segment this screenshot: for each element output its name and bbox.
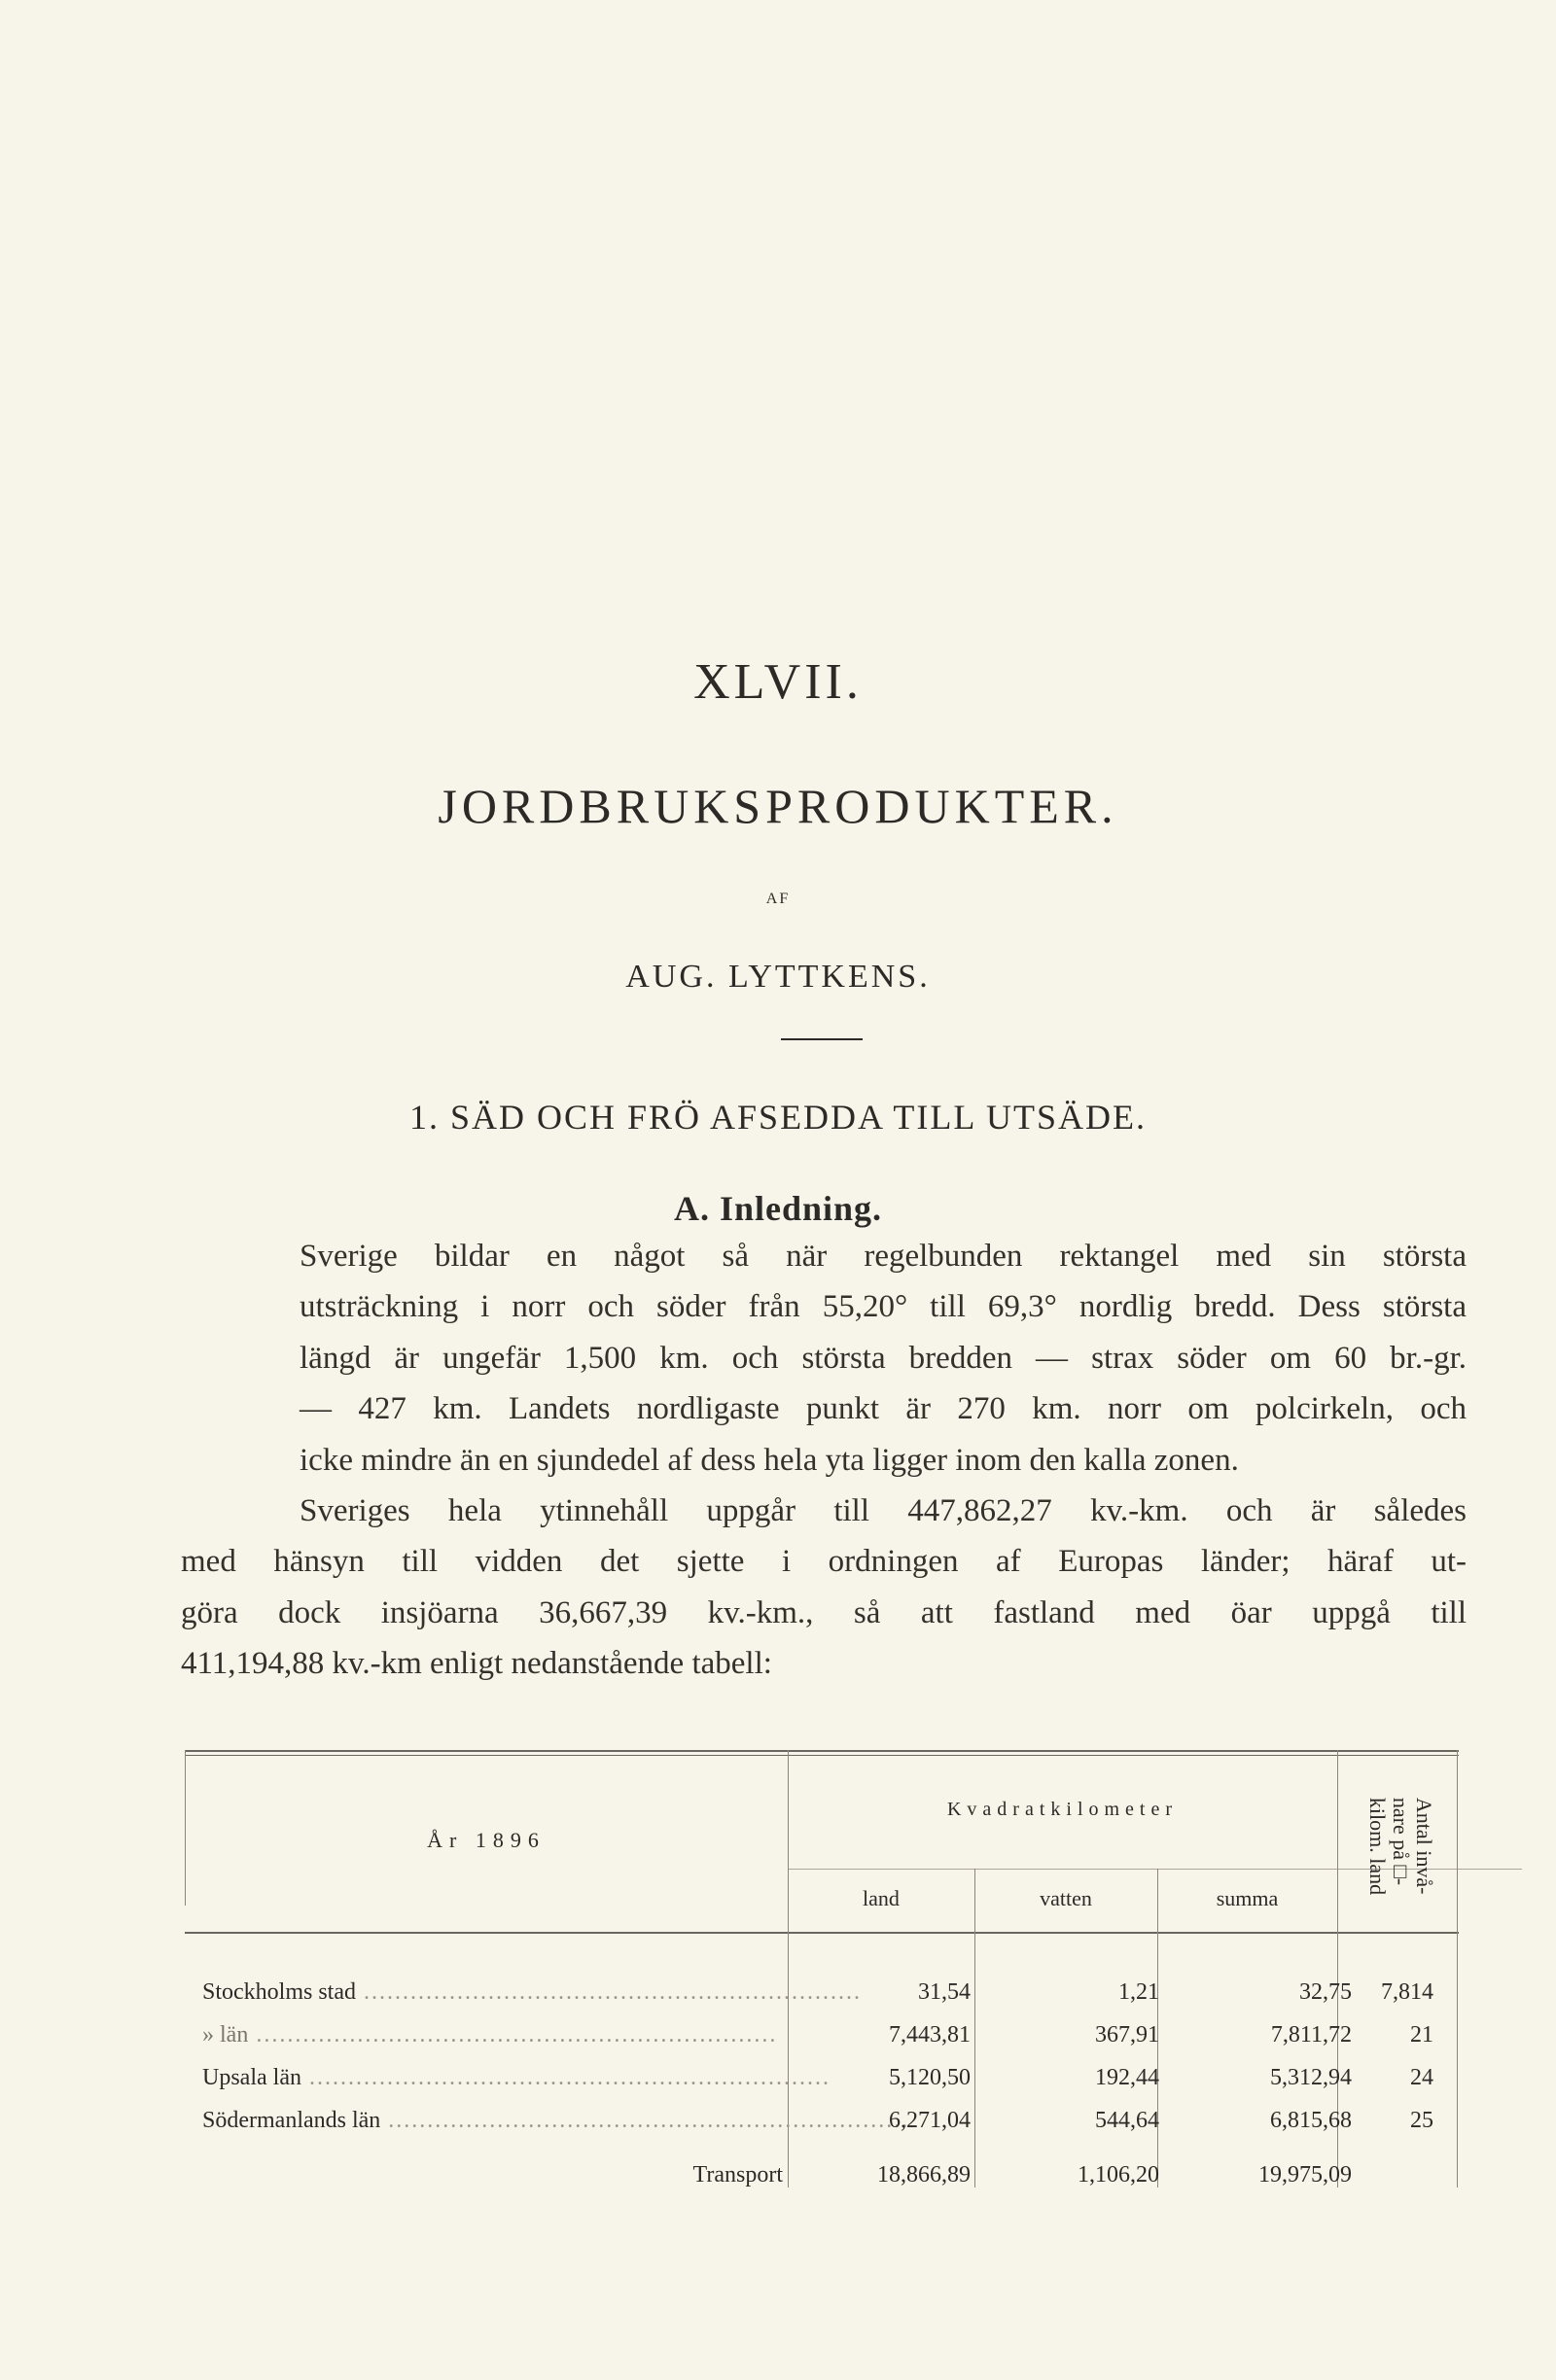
table-row <box>185 2065 1459 2108</box>
cell-summa: 7,811,72 <box>1270 2022 1352 2048</box>
leader-dots: ................................................................ <box>356 1979 863 2005</box>
row-label-text: Upsala län <box>202 2065 301 2090</box>
paragraph-line: — 427 km. Landets nordligaste punkt är 270 km. norr om polcirkeln, och <box>300 1391 1467 1427</box>
cell-summa: 5,312,94 <box>1270 2065 1352 2090</box>
cell-land: 5,120,50 <box>889 2065 971 2090</box>
cell-land: 6,271,04 <box>889 2108 971 2133</box>
transport-summa: 19,975,09 <box>1258 2162 1352 2188</box>
paragraph-line: 411,194,88 kv.-km enligt nedanstående tabell: <box>181 1646 772 1682</box>
leader-dots: ................................................................... <box>380 2108 910 2133</box>
vatten-header: vatten <box>1040 1886 1092 1910</box>
antal-header-line: kilom. land <box>1365 1797 1390 1896</box>
summa-header: summa <box>1216 1886 1279 1910</box>
transport-land: 18,866,89 <box>877 2162 971 2188</box>
row-label-text: Stockholms stad <box>202 1979 357 2005</box>
kvadratkilometer-header: Kvadratkilometer <box>946 1799 1179 1820</box>
table-top-rule <box>185 1750 1459 1752</box>
paragraph-line: utsträckning i norr och söder från 55,20° till 69,3° nordlig bredd. Dess största <box>300 1289 1467 1325</box>
section-heading: 1. SÄD OCH FRÖ AFSEDDA TILL UTSÄDE. <box>408 1098 1148 1137</box>
cell-antal: 21 <box>1410 2022 1433 2048</box>
chapter-title: JORDBRUKSPRODUKTER. <box>438 779 1118 833</box>
paragraph-line: icke mindre än en sjundedel af dess hela yta ligger inom den kalla zonen. <box>300 1442 1239 1478</box>
antal-header <box>1352 1764 1449 1929</box>
transport-label: Transport <box>692 2162 783 2188</box>
cell-vatten: 192,44 <box>1095 2065 1159 2090</box>
antal-header-text <box>1365 1798 1435 1895</box>
cell-vatten: 544,64 <box>1095 2108 1159 2133</box>
table-row <box>185 2108 1459 2151</box>
cell-land: 7,443,81 <box>889 2022 971 2048</box>
by-label: AF <box>765 891 791 907</box>
paragraph-line: Sverige bildar en något så när regelbunden rektangel med sin största <box>300 1239 1467 1274</box>
paragraph-line: med hänsyn till vidden det sjette i ordningen af Europas länder; häraf ut- <box>181 1544 1467 1580</box>
table-row <box>185 2022 1459 2065</box>
transport-vatten: 1,106,20 <box>1078 2162 1159 2188</box>
antal-header-line: nare på □- <box>1389 1797 1413 1886</box>
cell-vatten: 367,91 <box>1095 2022 1159 2048</box>
cell-antal: 24 <box>1410 2065 1433 2090</box>
paragraph-line: Sveriges hela ytinnehåll uppgår till 447,862,27 kv.-km. och är således <box>300 1493 1467 1528</box>
land-header: land <box>863 1886 900 1910</box>
leader-dots: ................................................................... <box>248 2022 778 2048</box>
paragraph-area <box>181 1486 1467 1690</box>
leader-dots: ................................................................... <box>301 2065 831 2090</box>
table-row <box>185 1979 1459 2022</box>
cell-antal: 25 <box>1410 2108 1433 2133</box>
row-label <box>202 2065 831 2091</box>
separator-rule <box>781 1038 863 1040</box>
paragraph-line: längd är ungefär 1,500 km. och största bredden — strax söder om 60 br.-gr. <box>300 1340 1467 1376</box>
table-header-rule <box>185 1932 1459 1934</box>
cell-summa: 32,75 <box>1299 1979 1352 2005</box>
row-label <box>202 2108 910 2134</box>
row-label <box>202 2022 778 2048</box>
area-table <box>185 1750 1459 2217</box>
cell-antal: 7,814 <box>1381 1979 1433 2005</box>
row-label-text: Södermanlands län <box>202 2108 381 2133</box>
cell-vatten: 1,21 <box>1118 1979 1159 2005</box>
row-label-text: » län <box>202 2022 249 2048</box>
year-header: År 1896 <box>427 1828 546 1852</box>
cell-summa: 6,815,68 <box>1270 2108 1352 2133</box>
paragraph-intro <box>181 1231 1467 1486</box>
antal-header-line: Antal invå- <box>1412 1797 1436 1895</box>
row-label <box>202 1979 863 2006</box>
cell-land: 31,54 <box>918 1979 971 2005</box>
chapter-number: XLVII. <box>693 654 863 710</box>
paragraph-line: göra dock insjöarna 36,667,39 kv.-km., så att fastland med öar uppgå till <box>181 1594 1467 1630</box>
subsection-heading: A. Inledning. <box>673 1189 883 1228</box>
author-name: AUG. LYTTKENS. <box>625 959 931 995</box>
table-top-rule-inner <box>185 1755 1459 1756</box>
transport-row <box>185 2162 1459 2205</box>
